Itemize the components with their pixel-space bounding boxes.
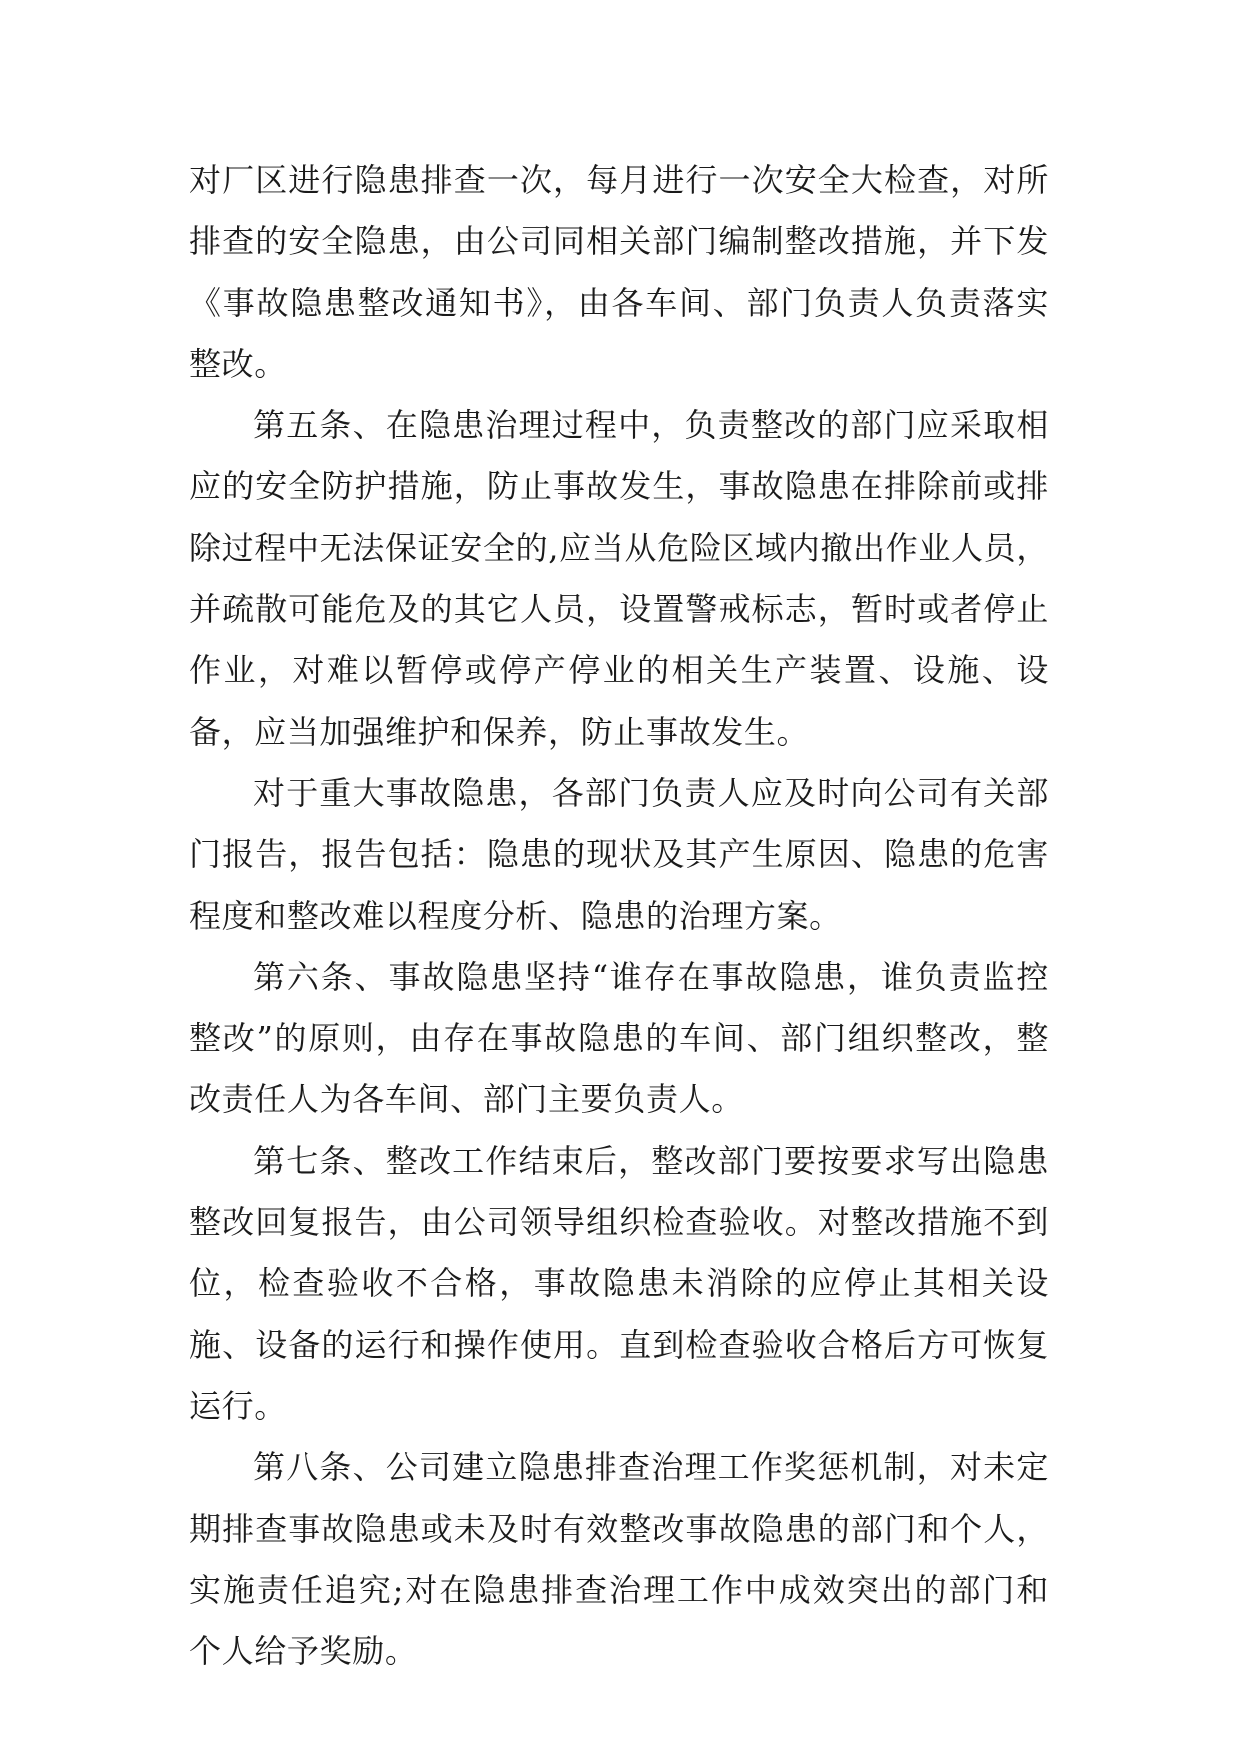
paragraph-article-5: 第五条、在隐患治理过程中，负责整改的部门应采取相应的安全防护措施，防止事故发生，事故隐患在排除前或排除过程中无法保证安全的,应当从危险区域内撤出作业人员，并疏散可能危及的其它人员，设置警戒标志，暂时或者停止作业，对难以暂停或停产停业的相关生产装置、设施、设备，应当加强维护和保养，防止事故发生。 bbox=[189, 406, 1049, 751]
paragraph-article-6: 第六条、事故隐患坚持“谁存在事故隐患，谁负责监控整改”的原则，由存在事故隐患的车间、部门组织整改，整改责任人为各车间、部门主要负责人。 bbox=[189, 957, 1049, 1119]
paragraph-major-hazard-report: 对于重大事故隐患，各部门负责人应及时向公司有关部门报告，报告包括：隐患的现状及其产生原因、隐患的危害程度和整改难以程度分析、隐患的治理方案。 bbox=[189, 773, 1049, 935]
document-body bbox=[189, 150, 1049, 1682]
paragraph-article-7: 第七条、整改工作结束后，整改部门要按要求写出隐患整改回复报告，由公司领导组织检查验收。对整改措施不到位，检查验收不合格，事故隐患未消除的应停止其相关设施、设备的运行和操作使用。直到检查验收合格后方可恢复运行。 bbox=[189, 1141, 1049, 1425]
paragraph-article-8: 第八条、公司建立隐患排查治理工作奖惩机制，对未定期排查事故隐患或未及时有效整改事故隐患的部门和个人，实施责任追究;对在隐患排查治理工作中成效突出的部门和个人给予奖励。 bbox=[189, 1448, 1049, 1671]
paragraph-continued: 对厂区进行隐患排查一次，每月进行一次安全大检查，对所排查的安全隐患，由公司同相关部门编制整改措施，并下发《事故隐患整改通知书》，由各车间、部门负责人负责落实整改。 bbox=[189, 161, 1049, 383]
